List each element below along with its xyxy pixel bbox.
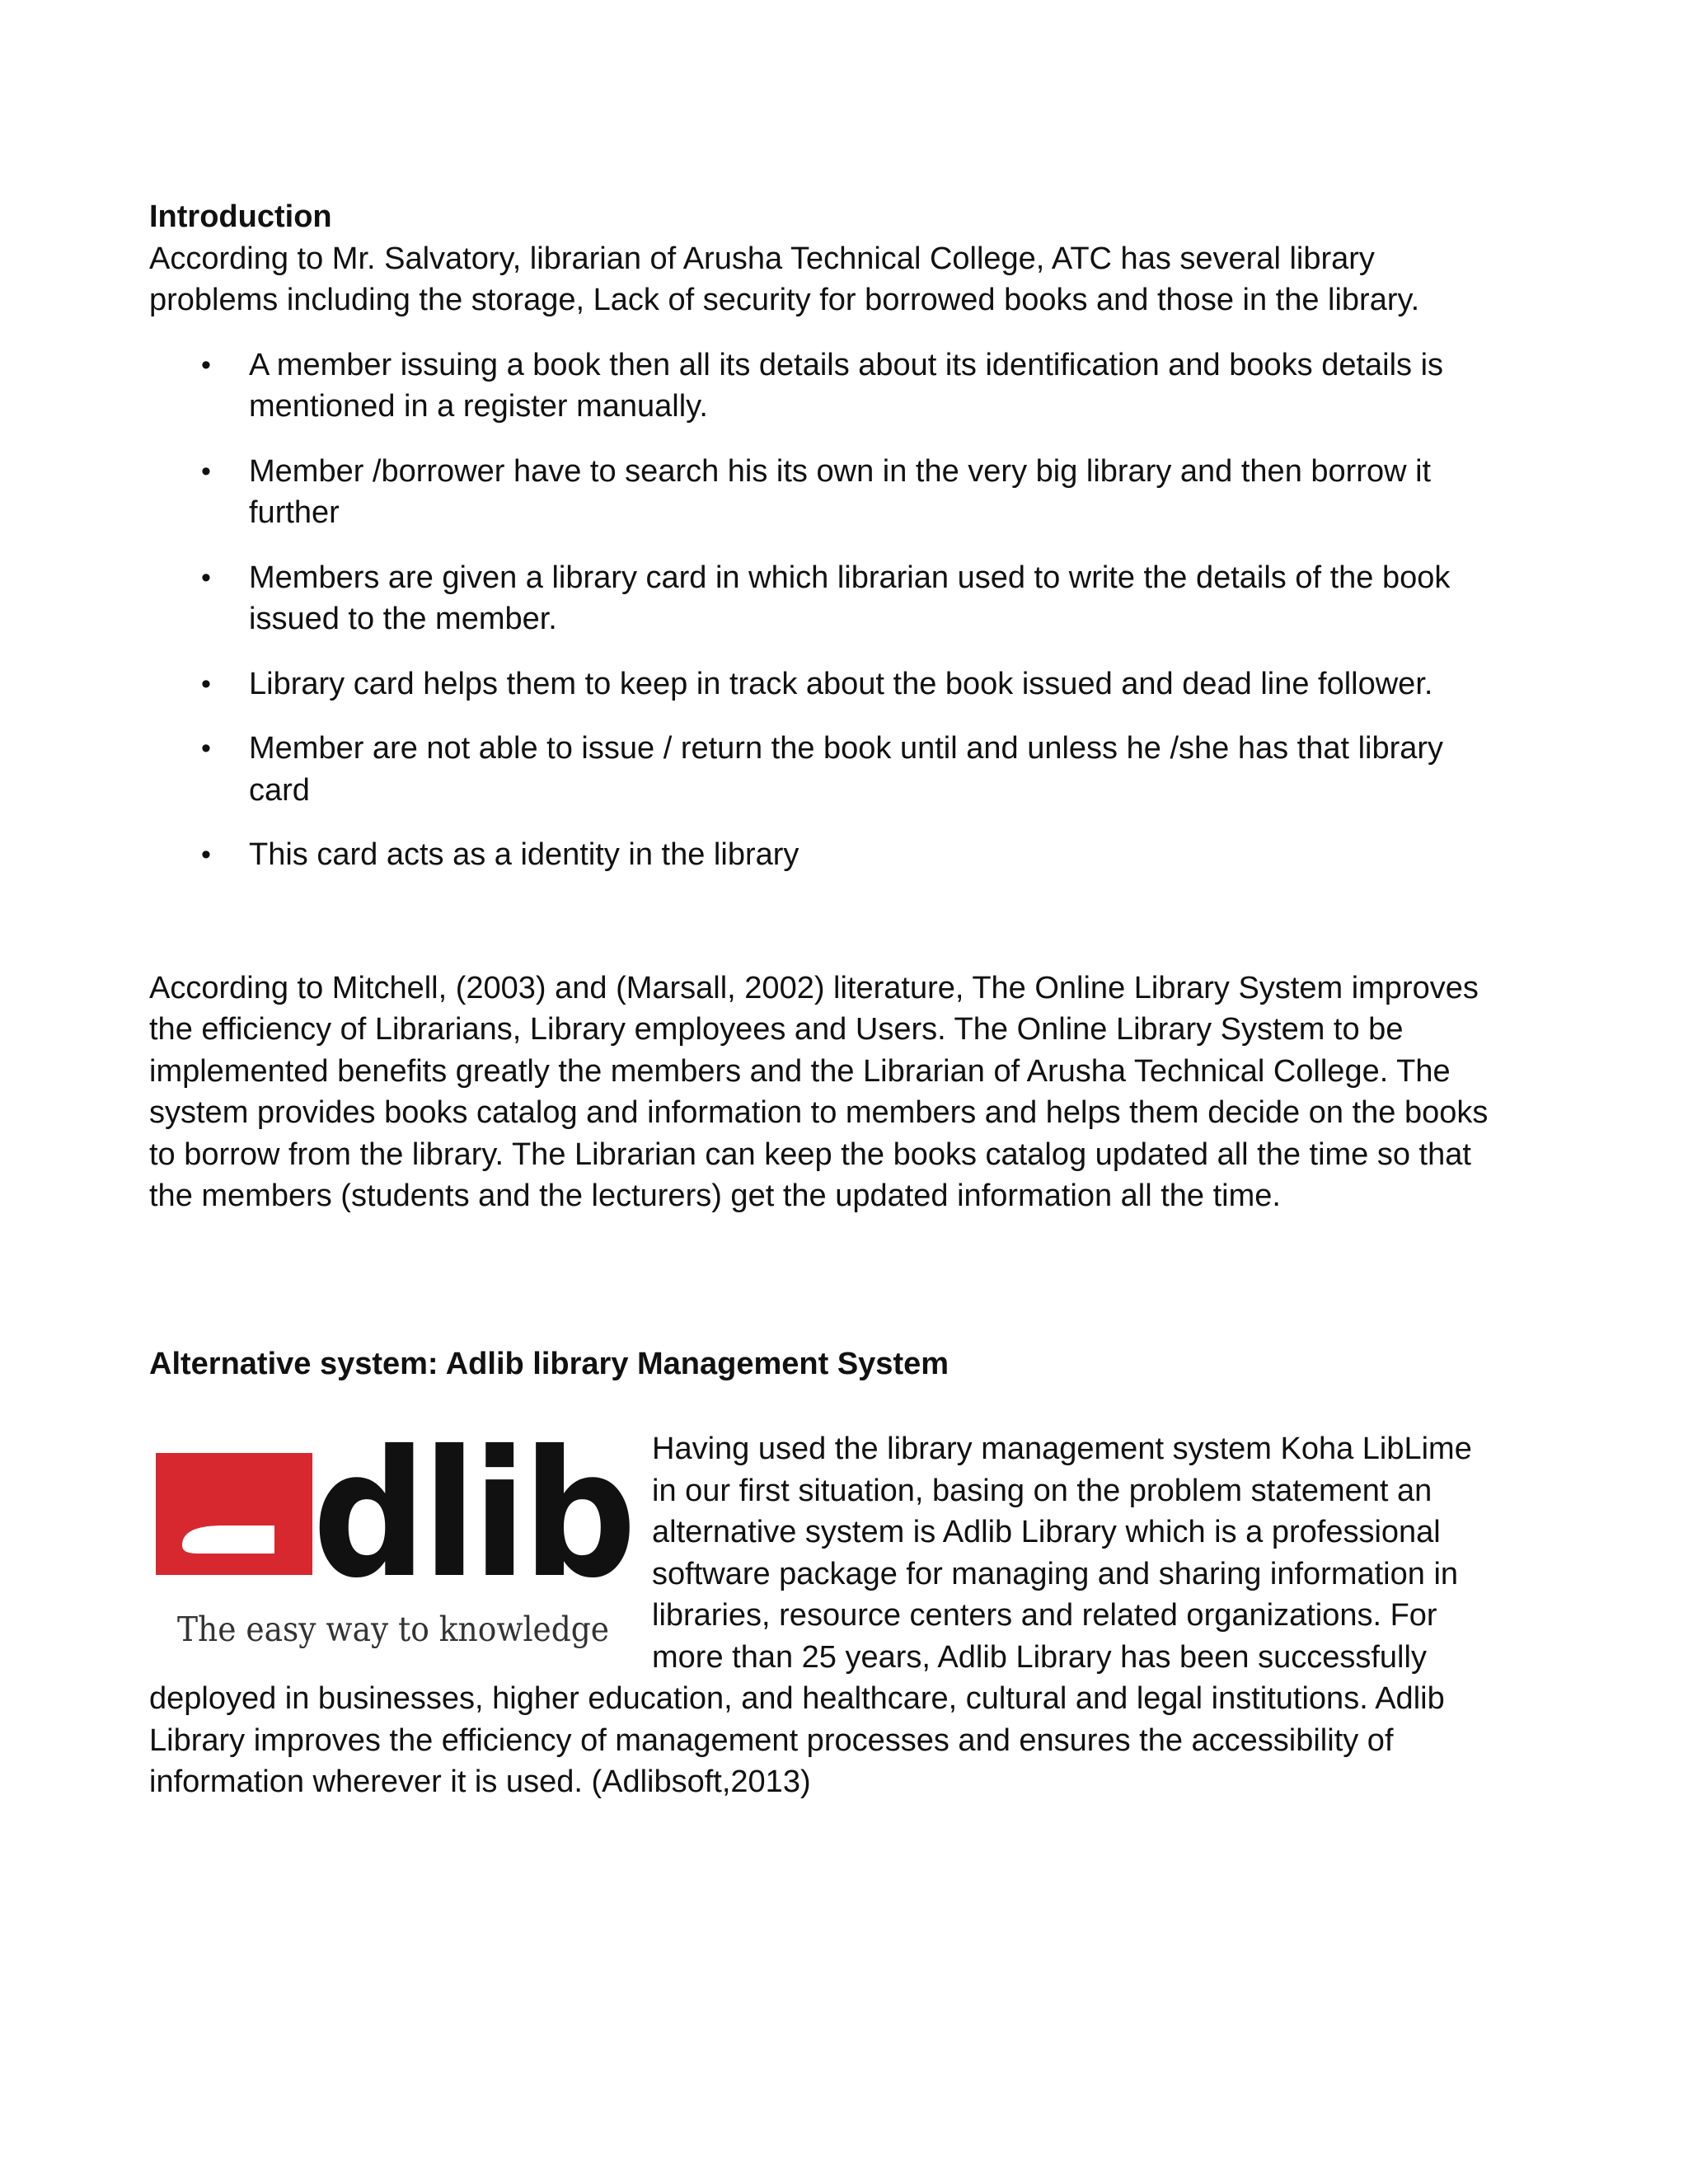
list-item [149,557,1501,640]
bullet-icon: • [201,349,211,381]
alternative-system-heading: Alternative system: Adlib library Management System [149,1346,950,1381]
bullet-icon: • [201,733,211,764]
list-item-text: Members are given a library card in which librarian used to write the details of the book issued to the member. [249,560,1451,636]
list-item [149,451,1501,534]
list-item [149,834,1501,876]
introduction-section [149,196,1501,876]
list-item-text: Member /borrower have to search his its own in the very big library and then borrow it further [249,453,1432,530]
list-item [149,728,1501,811]
literature-section [149,968,1501,1217]
document-page [149,196,1501,1803]
literature-paragraph: According to Mitchell, (2003) and (Marsall, 2002) literature, The Online Library System improves the efficiency of Librarians, Library employees and Users. The Online Library System to be implemented benefits greatly the members and the Librarian of Arusha Technical College. The system provides books catalog and information to members and helps them decide on the books to borrow from the library. The Librarian can keep the books catalog updated all the time so that the members (students and the lecturers) get the updated information all the time. [149,970,1489,1213]
list-item [149,663,1501,705]
introduction-paragraph: According to Mr. Salvatory, librarian of Arusha Technical College, ATC has several library problems including the storage, Lack of security for borrowed books and those in the library. [149,241,1420,317]
bullet-icon: • [201,668,211,700]
list-item-text: Library card helps them to keep in track about the book issued and dead line follower. [249,666,1433,701]
introduction-heading: Introduction [149,199,332,234]
problem-list [149,344,1501,876]
alternative-system-paragraph: Having used the library management system Koha LibLime in our first situation, basing on the problem statement an alternative system is Adlib Library which is a professional software package for managing and sharing information in libraries, resource centers and related organizations. For more than 25 years, Adlib Library has been successfully deployed in businesses, higher education, and healthcare, cultural and legal institutions. Adlib Library improves the efficiency of management processes and ensures the accessibility of information wherever it is used. (Adlibsoft,2013) [149,1432,1472,1799]
alternative-system-section [149,1343,1501,1803]
list-item-text: This card acts as a identity in the library [249,837,799,872]
list-item-text: A member issuing a book then all its details about its identification and books details is mentioned in a register manually. [249,347,1444,424]
bullet-icon: • [201,455,211,487]
adlib-wordmark: dlib [312,1430,632,1616]
adlib-logo [149,1430,652,1659]
list-item-text: Member are not able to issue / return the book until and unless he /she has that library card [249,731,1444,808]
adlib-logo-graphic [149,1430,635,1659]
bullet-icon: • [201,561,211,593]
bullet-icon: • [201,839,211,870]
adlib-tagline: The easy way to knowledge [177,1610,609,1649]
list-item [149,344,1501,428]
alternative-system-body [149,1428,1501,1803]
